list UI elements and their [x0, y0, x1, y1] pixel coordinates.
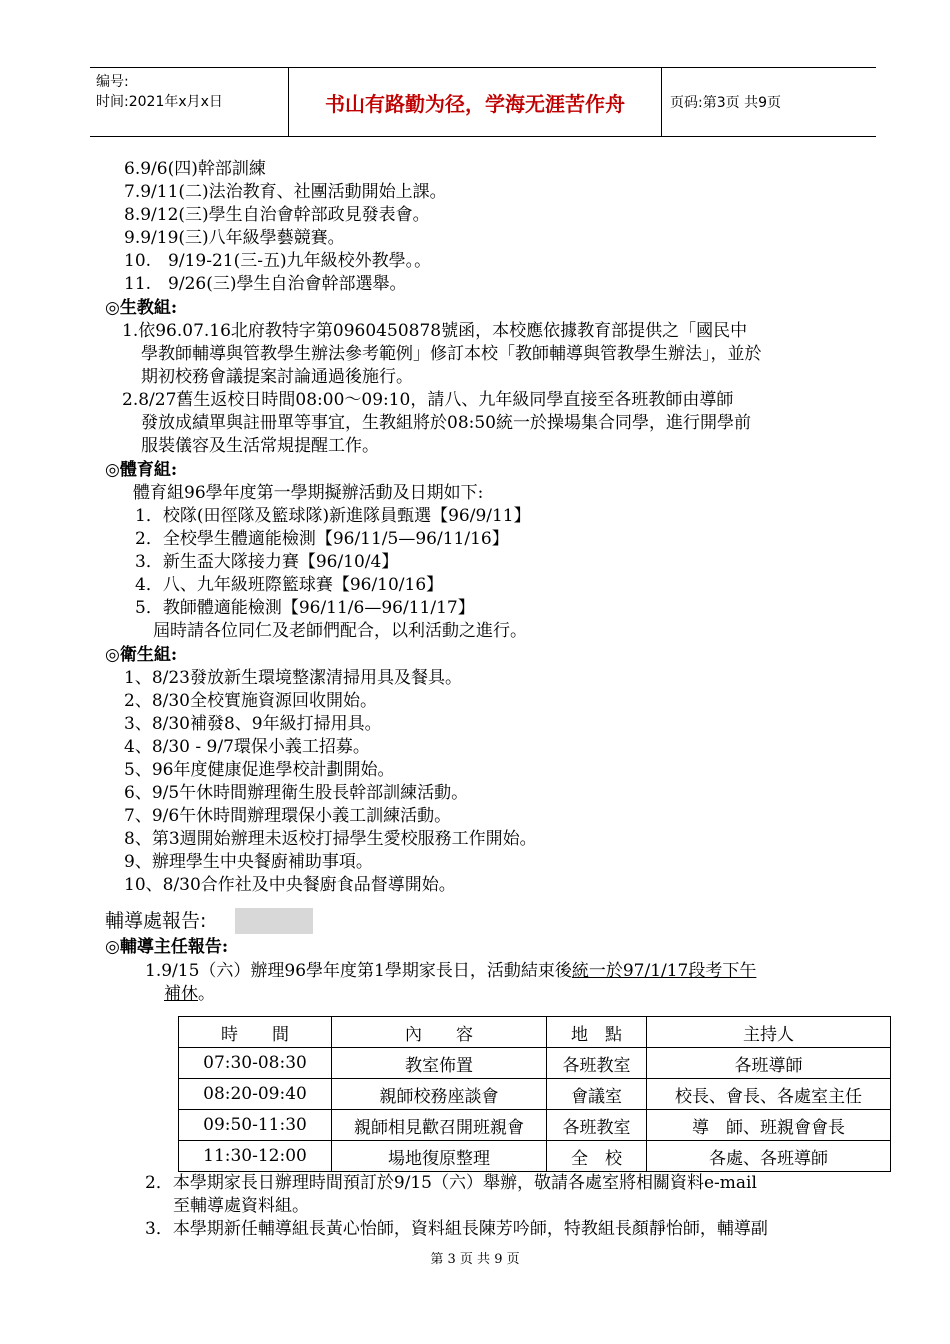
- table-row: [179, 1048, 891, 1079]
- list-item: 4．八、九年級班際籃球賽【96/10/16】: [135, 575, 444, 595]
- text-line: 8.9/12(三)學生自治會幹部政見發表會。: [124, 205, 430, 225]
- text-line: 1.依96.07.16北府教特字第0960450878號函，本校應依據教育部提供之「國民中: [122, 321, 748, 341]
- table-header-row: [179, 1017, 891, 1048]
- text-line: 屆時請各位同仁及老師們配合，以利活動之進行。: [153, 621, 527, 641]
- section-title: 輔導處報告:: [105, 908, 313, 934]
- text-line: 學教師輔導與管教學生辦法參考範例」修訂本校「教師輔導與管教學生辦法」，並於: [141, 344, 762, 364]
- page-header: [90, 67, 876, 137]
- list-item: 3、8/30補發8、9年級打掃用具。: [124, 714, 382, 734]
- list-item: 2．全校學生體適能檢測【96/11/5—96/11/16】: [135, 529, 509, 549]
- table-cell: 親師校務座談會: [332, 1079, 547, 1110]
- table-row: [179, 1079, 891, 1110]
- table-cell: 會議室: [547, 1079, 647, 1110]
- table-cell: 校長、會長、各處室主任: [647, 1079, 891, 1110]
- item1-text: 1.9/15（六）辦理96學年度第1學期家長日，活動結束後: [145, 961, 572, 981]
- table-header-cell: 內 容: [332, 1017, 547, 1048]
- list-item: 2．本學期家長日辦理時間預訂於9/15（六）舉辦，敬請各處室將相關資料e-mail: [145, 1173, 757, 1193]
- subsection-heading: ◎生教組:: [105, 298, 178, 318]
- text-line: [145, 960, 756, 983]
- table-row: [179, 1141, 891, 1172]
- text-line: 服裝儀容及生活常規提醒工作。: [141, 436, 379, 456]
- list-item: 2、8/30全校實施資源回收開始。: [124, 691, 377, 711]
- list-item: 1、8/23發放新生環境整潔清掃用具及餐具。: [124, 668, 462, 688]
- text-line: 10. 9/19-21(三-五)九年級校外教學。。: [124, 251, 432, 271]
- text-line: 6.9/6(四)幹部訓練: [124, 159, 266, 179]
- list-item: 5、96年度健康促進學校計劃開始。: [124, 760, 395, 780]
- table-cell: 07:30-08:30: [179, 1048, 332, 1079]
- table-cell: 場地復原整理: [332, 1141, 547, 1172]
- table-header-cell: 時 間: [179, 1017, 332, 1048]
- list-item: 3．本學期新任輔導組長黃心怡師，資料組長陳芳吟師，特教組長顏靜怡師，輔導副: [145, 1219, 768, 1239]
- list-item: 3．新生盃大隊接力賽【96/10/4】: [135, 552, 399, 572]
- text-line: 至輔導處資料組。: [173, 1196, 309, 1216]
- table-cell: 各班教室: [547, 1110, 647, 1141]
- subsection-heading: ◎體育組:: [105, 460, 178, 480]
- text-line: 期初校務會議提案討論通過後施行。: [141, 367, 413, 387]
- list-item: 4、8/30 - 9/7環保小義工招募。: [124, 737, 370, 757]
- page-footer: 第 3 页 共 9 页: [430, 1252, 520, 1267]
- table-cell: 11:30-12:00: [179, 1141, 332, 1172]
- list-item: 1．校隊(田徑隊及籃球隊)新進隊員甄選【96/9/11】: [135, 506, 531, 526]
- header-time: 时间:2021年x月x日: [96, 94, 223, 110]
- header-number: 编号:: [96, 74, 129, 90]
- table-cell: 各處、各班導師: [647, 1141, 891, 1172]
- item1-end: 。: [198, 984, 215, 1004]
- list-item: 7、9/6午休時間辦理環保小義工訓練活動。: [124, 806, 452, 826]
- text-line: 2.8/27舊生返校日時間08:00～09:10，請八、九年級同學直接至各班教師由導師: [122, 390, 734, 410]
- table-header-cell: 主持人: [647, 1017, 891, 1048]
- list-item: 5．教師體適能檢測【96/11/6—96/11/17】: [135, 598, 475, 618]
- table-cell: 親師相見歡召開班親會: [332, 1110, 547, 1141]
- table-cell: 全 校: [547, 1141, 647, 1172]
- subsection-heading: ◎衛生組:: [105, 645, 178, 665]
- table-cell: 08:20-09:40: [179, 1079, 332, 1110]
- item1-underlined: 統一於97/1/17段考下午: [571, 961, 757, 981]
- header-left: [96, 72, 223, 112]
- list-item: 6、9/5午休時間辦理衛生股長幹部訓練活動。: [124, 783, 469, 803]
- text-line: [164, 983, 215, 1006]
- subsection-heading: ◎輔導主任報告:: [105, 937, 229, 957]
- text-line: 體育組96學年度第一學期擬辦活動及日期如下:: [133, 483, 484, 503]
- item1-underlined-cont: 補休: [164, 984, 198, 1004]
- text-line: 11. 9/26(三)學生自治會幹部選舉。: [124, 274, 407, 294]
- text-line: 7.9/11(二)法治教育、社團活動開始上課。: [124, 182, 447, 202]
- table-row: [179, 1110, 891, 1141]
- schedule-table: [178, 1016, 891, 1172]
- header-motto: 书山有路勤为径，学海无涯苦作舟: [288, 68, 662, 136]
- list-item: 9、辦理學生中央餐廚補助事項。: [124, 852, 373, 872]
- table-cell: 09:50-11:30: [179, 1110, 332, 1141]
- table-header-cell: 地 點: [547, 1017, 647, 1048]
- text-line: 發放成績單與註冊單等事宜，生教組將於08:50統一於操場集合同學，進行開學前: [141, 413, 751, 433]
- list-item: 8、第3週開始辦理未返校打掃學生愛校服務工作開始。: [124, 829, 537, 849]
- list-item: 10、8/30合作社及中央餐廚食品督導開始。: [124, 875, 456, 895]
- table-cell: 教室佈置: [332, 1048, 547, 1079]
- table-cell: 各班教室: [547, 1048, 647, 1079]
- text-line: 9.9/19(三)八年級學藝競賽。: [124, 228, 345, 248]
- table-cell: 導 師、班親會會長: [647, 1110, 891, 1141]
- header-page-info: 页码:第3页 共9页: [670, 95, 781, 111]
- table-cell: 各班導師: [647, 1048, 891, 1079]
